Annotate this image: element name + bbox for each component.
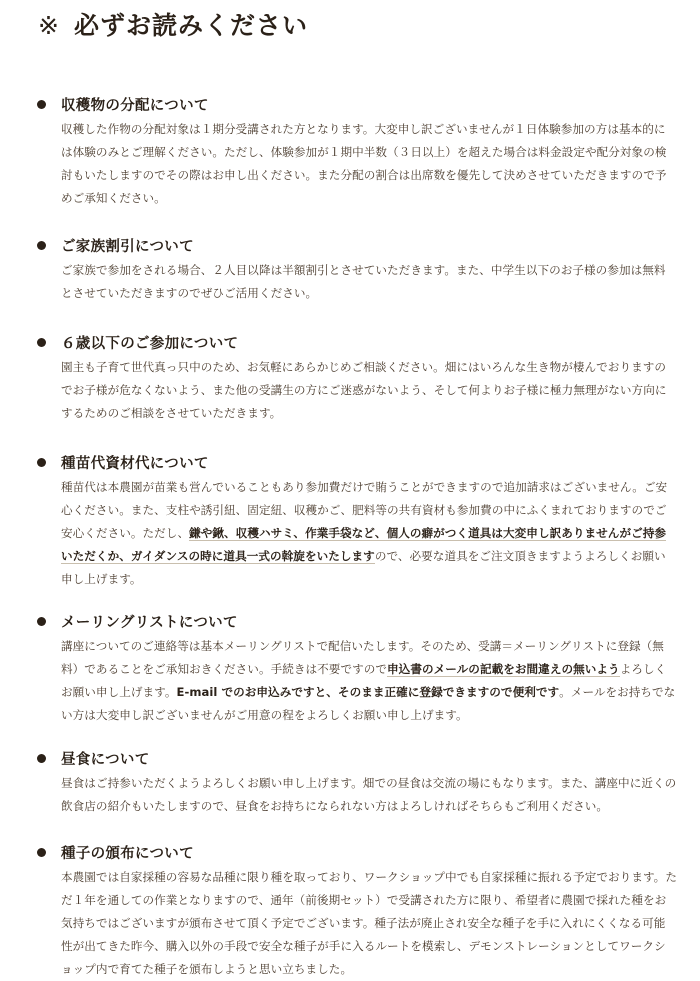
section-heading: 種苗代資材代について: [61, 455, 209, 472]
bullet-icon: [37, 338, 46, 347]
page-title-text: 必ずお読みください: [73, 11, 308, 40]
section-heading: ６歳以下のご参加について: [61, 335, 239, 352]
body-text: 。メールをお持ちでない方は大変申し訳ございませんがご用意の程をよろしくお願い申し上げます。: [61, 685, 676, 722]
body-text: 講座についてのご連絡等は基本メーリングリストで配信いたします。そのため、受講＝メーリングリストに登録（無料）であることをご承知おきください。手続きは不要ですので: [61, 639, 664, 676]
section-body: ご家族で参加をされる場合、２人目以降は半額割引とさせていただきます。また、中学生以下のお子様の参加は無料とさせていただきますのでぜひご活用ください。: [61, 263, 666, 300]
section-harvest-distribution: [37, 92, 677, 210]
section-heading: ご家族割引について: [61, 238, 194, 255]
bullet-icon: [37, 848, 46, 857]
body-emphasis: 申込書のメールの記載をお間違えの無いよう: [387, 662, 620, 676]
body-text: ので、必要な道具をご注文頂きますようよろしくお願い申し上げます。: [61, 549, 666, 586]
body-text: よろしくお願い申し上げます。: [61, 662, 667, 699]
body-text: 種苗代は本農園が苗業も営んでいることもあり参加費だけで賄うことができますので追加請求はございません。ご安心ください。また、支柱や誘引紐、固定紐、収穫かご、肥料等の共有資材も参加費の中にふくまれておりますのでご安心ください。ただし、: [61, 480, 668, 540]
section-seed-distribution: [37, 840, 677, 981]
bullet-icon: [37, 241, 46, 250]
section-body: 昼食はご持参いただくようよろしくお願い申し上げます。畑での昼食は交流の場にもなります。また、講座中に近くの飲食店の紹介もいたしますので、昼食をお持ちになられない方はよろしければそちらもご利用ください。: [61, 776, 677, 813]
section-lunch: [37, 746, 677, 818]
section-heading: メーリングリストについて: [61, 614, 238, 631]
section-body: [61, 635, 677, 727]
body-emphasis: 鎌や鍬、収穫ハサミ、作業手袋など、個人の癖がつく道具は大変申し訳ありませんがご持参いただくか、ガイダンスの時に道具一式の斡旋をいたします: [61, 526, 667, 563]
bullet-icon: [37, 754, 46, 763]
section-children-under-six: [37, 330, 677, 425]
section-body: 収穫した作物の分配対象は１期分受講された方となります。大変申し訳ございませんが１日体験参加の方は基本的には体験のみとご理解ください。ただし、体験参加が１期中半数（３日以上）を超えた場合は料金設定や配分対象の検討もいたしますのでその際はお申し出ください。また分配の割合は出席数を優先して決めさせていただきますので予めご承知ください。: [61, 122, 667, 205]
section-body: 本農園では自家採種の容易な品種に限り種を取っており、ワークショップ中でも自家採種に振れる予定でおります。ただ１年を通しての作業となりますので、通年（前後期セット）で受講された方に限り、希望者に農園で採れた種をお気持ちではございますが頒布させて頂く予定でございます。種子法が廃止され安全な種子を手に入れにくくなる可能性が出てきた昨今、購入以外の手段で安全な種子が手に入るルートを模索し、デモンストレーションとしてワークショップ内で育てた種子を頒布しようと思い立ちました。: [61, 870, 677, 976]
section-body: [61, 476, 677, 591]
section-seedling-materials: [37, 450, 677, 591]
section-heading: 収穫物の分配について: [61, 97, 209, 114]
body-emphasis: E-mail でのお申込みですと、そのまま正確に登録できますので便利です: [176, 685, 560, 699]
page-title: [38, 6, 308, 46]
bullet-icon: [37, 458, 46, 467]
bullet-icon: [37, 100, 46, 109]
section-family-discount: [37, 233, 677, 305]
reference-mark: ※: [38, 11, 60, 40]
section-body: 園主も子育て世代真っ只中のため、お気軽にあらかじめご相談ください。畑にはいろんな生き物が棲んでおりますのでお子様が危なくないよう、また他の受講生の方にご迷惑がないよう、そして何よりお子様に極力無理がない方向にするためのご相談をさせていただきます。: [61, 360, 667, 420]
section-heading: 昼食について: [61, 751, 150, 768]
bullet-icon: [37, 617, 46, 626]
section-heading: 種子の頒布について: [61, 845, 194, 862]
section-mailing-list: [37, 609, 677, 727]
